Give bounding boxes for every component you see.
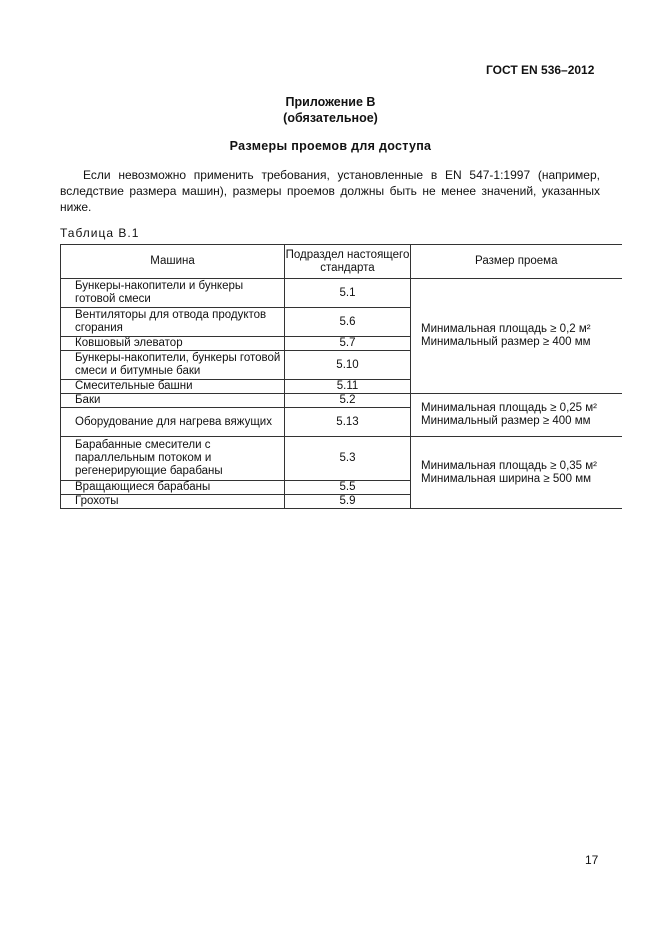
table-row — [61, 437, 622, 481]
table-header-row — [61, 245, 622, 279]
subsection-cell: 5.3 — [285, 437, 411, 481]
machine-cell: Бункеры-накопители и бункеры готовой смеси — [61, 279, 285, 308]
machine-cell: Оборудование для нагрева вяжущих — [61, 408, 285, 437]
machine-cell: Вращающиеся барабаны — [61, 481, 285, 495]
size-area: Минимальная площадь ≥ 0,35 м² — [421, 459, 597, 472]
table-row — [61, 279, 622, 308]
size-area: Минимальная площадь ≥ 0,2 м² — [421, 323, 591, 335]
subsection-cell: 5.9 — [285, 495, 411, 509]
openings-table — [60, 244, 622, 509]
machine-cell: Баки — [61, 394, 285, 408]
machine-cell: Смесительные башни — [61, 380, 285, 394]
size-width: Минимальная ширина ≥ 500 мм — [421, 472, 592, 485]
standard-code: ГОСТ EN 536–2012 — [486, 63, 595, 77]
page-number: 17 — [585, 853, 599, 867]
subsection-cell: 5.5 — [285, 481, 411, 495]
appendix-title: Приложение В — [285, 95, 376, 109]
size-dimension: Минимальный размер ≥ 400 мм — [421, 336, 591, 348]
machine-cell: Грохоты — [61, 495, 285, 509]
subsection-cell: 5.11 — [285, 380, 411, 394]
subsection-cell: 5.13 — [285, 408, 411, 437]
header-size: Размер проема — [411, 245, 622, 279]
appendix-subtitle: (обязательное) — [283, 111, 378, 125]
header-subsection: Подраздел настоящего стандарта — [285, 245, 411, 279]
size-cell-group-2 — [411, 394, 622, 437]
machine-cell: Барабанные смесители с параллельным потоком и регенерирующие барабаны — [61, 437, 285, 481]
machine-cell: Ковшовый элеватор — [61, 337, 285, 351]
subsection-cell: 5.2 — [285, 394, 411, 408]
subsection-cell: 5.7 — [285, 337, 411, 351]
size-area: Минимальная площадь ≥ 0,25 м² — [421, 402, 597, 414]
size-cell-group-3 — [411, 437, 622, 509]
size-cell-group-1 — [411, 279, 622, 394]
machine-cell: Вентиляторы для отвода продуктов сгорания — [61, 308, 285, 337]
subsection-cell: 5.1 — [285, 279, 411, 308]
size-dimension: Минимальный размер ≥ 400 мм — [421, 415, 591, 427]
appendix-heading — [0, 94, 661, 126]
subsection-cell: 5.10 — [285, 351, 411, 380]
table-row — [61, 394, 622, 408]
machine-cell: Бункеры-накопители, бункеры готовой смеси и битумные баки — [61, 351, 285, 380]
subsection-cell: 5.6 — [285, 308, 411, 337]
header-machine: Машина — [61, 245, 285, 279]
section-title: Размеры проемов для доступа — [229, 139, 432, 153]
intro-paragraph: Если невозможно применить требования, установленные в EN 547-1:1997 (например, вследствие размера машин), размеры проемов должны быть не менее значений, указанных ниже. — [60, 168, 600, 214]
table-caption: Таблица В.1 — [60, 226, 140, 240]
